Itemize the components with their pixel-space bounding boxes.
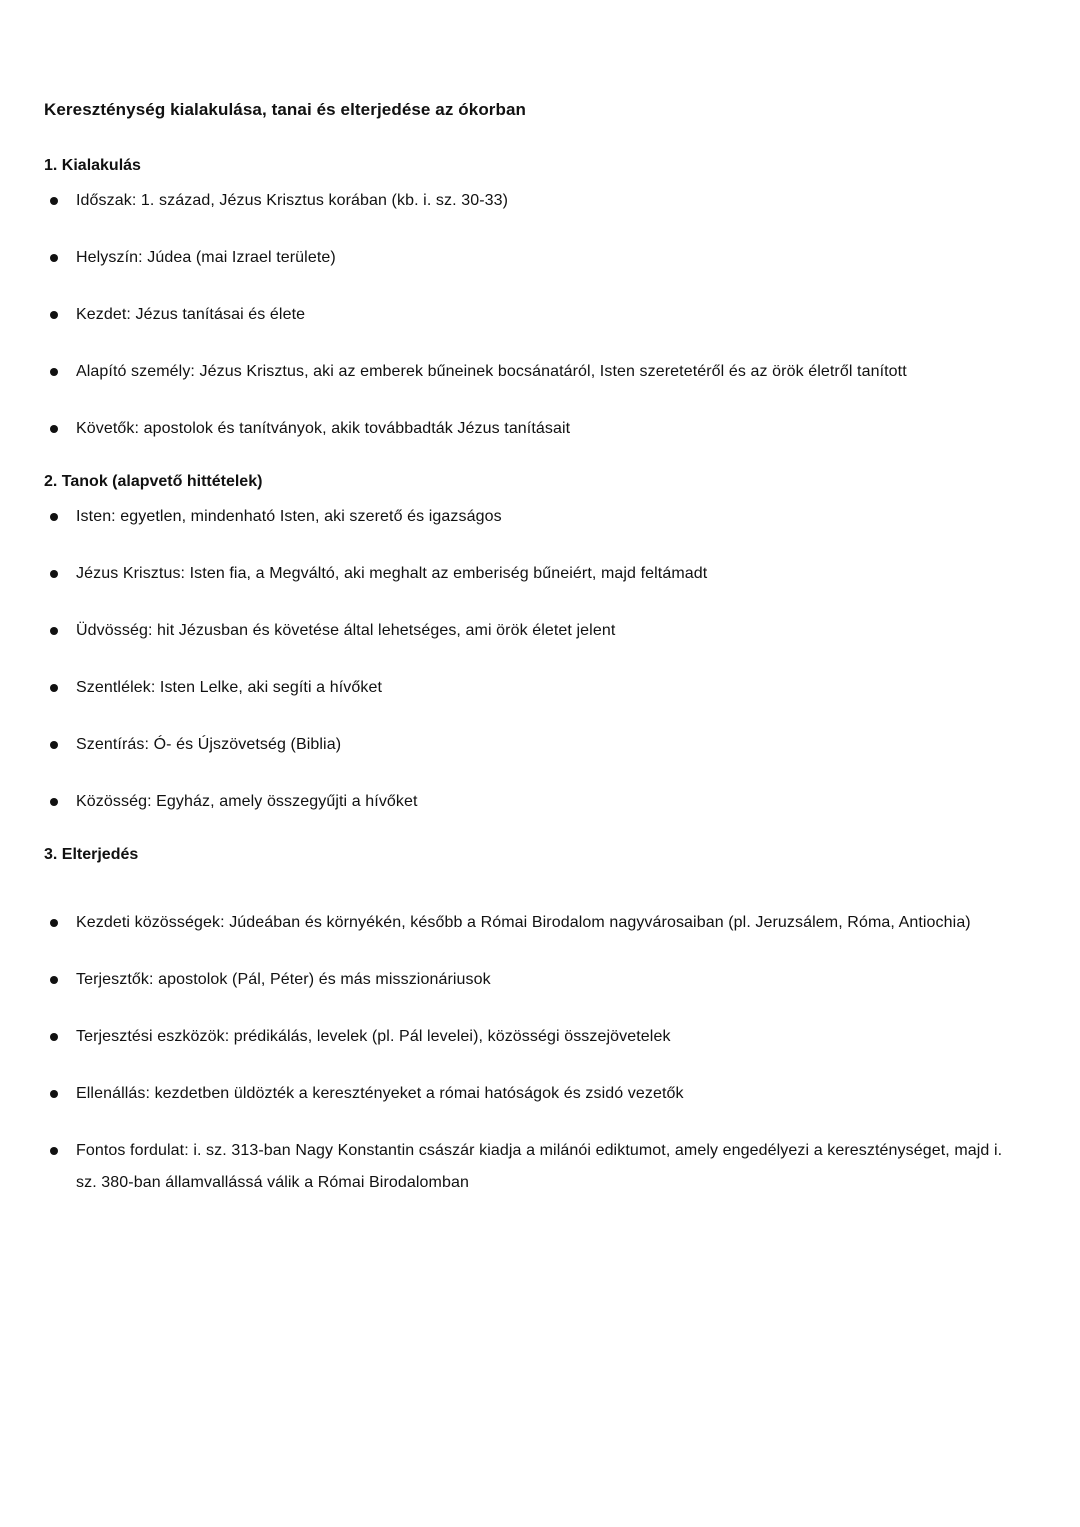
bullet-icon <box>50 1090 58 1098</box>
document-title: Kereszténység kialakulása, tanai és elterjedése az ókorban <box>44 100 527 119</box>
list-item-text: Terjesztők: apostolok (Pál, Péter) és más misszionáriusok <box>76 971 491 988</box>
list-item <box>44 907 1006 939</box>
list-item-text: Fontos fordulat: i. sz. 313-ban Nagy Konstantin császár kiadja a milánói ediktumot, amely engedélyezi a kereszténységet, majd i. sz. 380-ban államvallássá válik a Római Birodalomban <box>76 1142 1003 1191</box>
list-item-text: Kezdeti közösségek: Júdeában és környékén, később a Római Birodalom nagyvárosaiban (pl. Jeruzsálem, Róma, Antiochia) <box>76 914 971 931</box>
bullet-icon <box>50 684 58 692</box>
list-item <box>44 1021 1006 1053</box>
bullet-list-kialakulas <box>44 185 1036 445</box>
list-item-text: Közösség: Egyház, amely összegyűjti a hívőket <box>76 793 418 810</box>
list-item <box>44 964 1006 996</box>
section-tanok <box>44 470 1036 818</box>
bullet-icon <box>50 368 58 376</box>
list-item <box>44 672 1006 704</box>
list-item-text: Alapító személy: Jézus Krisztus, aki az emberek bűneinek bocsánatáról, Isten szeretetéről és az örök életről tanított <box>76 363 907 380</box>
bullet-icon <box>50 976 58 984</box>
list-item-text: Helyszín: Júdea (mai Izrael területe) <box>76 249 336 266</box>
list-item <box>44 501 1006 533</box>
bullet-icon <box>50 254 58 262</box>
bullet-icon <box>50 311 58 319</box>
list-item <box>44 786 1006 818</box>
bullet-icon <box>50 1033 58 1041</box>
bullet-icon <box>50 741 58 749</box>
bullet-list-elterjedes <box>44 907 1036 1199</box>
list-item-text: Üdvösség: hit Jézusban és követése által lehetséges, ami örök életet jelent <box>76 622 616 639</box>
bullet-icon <box>50 425 58 433</box>
section-elterjedes <box>44 843 1036 1199</box>
bullet-list-tanok <box>44 501 1036 818</box>
list-item <box>44 356 1006 388</box>
bullet-icon <box>50 798 58 806</box>
list-item <box>44 1078 1006 1110</box>
bullet-icon <box>50 627 58 635</box>
list-item <box>44 558 1006 590</box>
bullet-icon <box>50 197 58 205</box>
list-item-text: Terjesztési eszközök: prédikálás, levelek (pl. Pál levelei), közösségi összejövetelek <box>76 1028 671 1045</box>
list-item-text: Követők: apostolok és tanítványok, akik továbbadták Jézus tanításait <box>76 420 571 437</box>
bullet-icon <box>50 1147 58 1155</box>
list-item <box>44 1135 1006 1199</box>
bullet-icon <box>50 570 58 578</box>
bullet-icon <box>50 919 58 927</box>
section-heading-kialakulas: 1. Kialakulás <box>44 157 141 174</box>
list-item <box>44 729 1006 761</box>
list-item-text: Szentírás: Ó- és Újszövetség (Biblia) <box>76 736 342 753</box>
list-item <box>44 413 1006 445</box>
list-item-text: Kezdet: Jézus tanításai és élete <box>76 306 306 323</box>
list-item-text: Ellenállás: kezdetben üldözték a keresztényeket a római hatóságok és zsidó vezetők <box>76 1085 684 1102</box>
list-item <box>44 299 1006 331</box>
list-item <box>44 615 1006 647</box>
list-item <box>44 185 1006 217</box>
list-item-text: Isten: egyetlen, mindenható Isten, aki szerető és igazságos <box>76 508 502 525</box>
list-item-text: Szentlélek: Isten Lelke, aki segíti a hívőket <box>76 679 382 696</box>
list-item <box>44 242 1006 274</box>
section-heading-tanok: 2. Tanok (alapvető hittételek) <box>44 473 263 490</box>
list-item-text: Időszak: 1. század, Jézus Krisztus korában (kb. i. sz. 30-33) <box>76 192 509 209</box>
section-kialakulas <box>44 154 1036 445</box>
list-item-text: Jézus Krisztus: Isten fia, a Megváltó, aki meghalt az emberiség bűneiért, majd feltámadt <box>76 565 708 582</box>
bullet-icon <box>50 513 58 521</box>
section-heading-elterjedes: 3. Elterjedés <box>44 846 139 863</box>
